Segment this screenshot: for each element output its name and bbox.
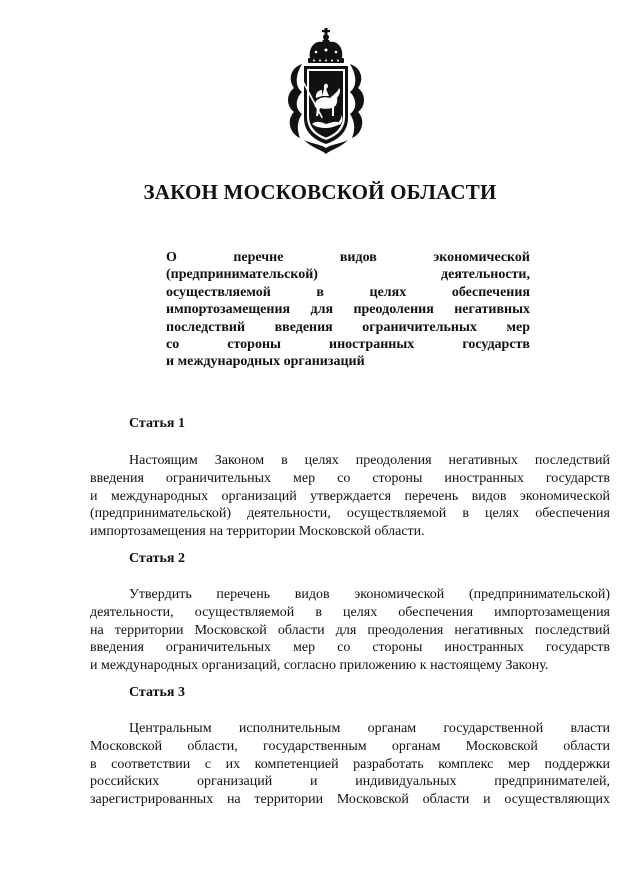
law-subject xyxy=(166,249,530,371)
article-heading: Статья 2 xyxy=(129,551,185,566)
article-heading: Статья 1 xyxy=(129,416,185,431)
text-line: Настоящим Законом в целях преодоления негативных последствий xyxy=(129,453,610,468)
text-line: деятельности, осуществляемой в целях обеспечения импортозамещения xyxy=(90,604,610,620)
article-text xyxy=(90,586,610,675)
text-line: и международных организаций утверждается перечень видов экономической xyxy=(90,488,610,504)
subject-line: О перечне видов экономической xyxy=(166,250,530,265)
text-line: (предпринимательской) деятельности, осуществляемой в целях обеспечения xyxy=(90,506,610,522)
coat-of-arms-emblem xyxy=(282,28,370,156)
subject-line: со стороны иностранных государств xyxy=(166,337,530,353)
subject-line: последствий введения ограничительных мер xyxy=(166,319,530,335)
article-text xyxy=(90,720,610,809)
text-line: на территории Московской области для преодоления негативных последствий xyxy=(90,622,610,638)
text-line: российских организаций и индивидуальных предпринимателей, xyxy=(90,774,610,790)
crown-icon xyxy=(308,28,344,63)
text-line: в соответствии с их компетенцией разработать комплекс мер поддержки xyxy=(90,756,610,772)
document-title: ЗАКОН МОСКОВСКОЙ ОБЛАСТИ xyxy=(143,180,497,204)
article-heading: Статья 3 xyxy=(129,685,185,700)
text-line: введения ограничительных мер со стороны иностранных государств xyxy=(90,640,610,656)
text-line: введения ограничительных мер со стороны иностранных государств xyxy=(90,470,610,486)
text-line: импортозамещения на территории Московской области. xyxy=(90,524,425,540)
text-line: Московской области, государственным органам Московской области xyxy=(90,738,610,754)
text-line: и международных организаций, согласно приложению к настоящему Закону. xyxy=(90,658,549,674)
text-line: Утвердить перечень видов экономической (предпринимательской) xyxy=(129,587,610,602)
subject-line: и международных организаций xyxy=(166,354,365,370)
article-text xyxy=(90,452,610,541)
subject-line: (предпринимательской) деятельности, xyxy=(166,267,530,283)
text-line: зарегистрированных на территории Московской области и осуществляющих xyxy=(90,792,610,808)
subject-line: импортозамещения для преодоления негативных xyxy=(166,302,530,318)
subject-line: осуществляемой в целях обеспечения xyxy=(166,284,530,300)
text-line: Центральным исполнительным органам государственной власти xyxy=(129,721,610,736)
